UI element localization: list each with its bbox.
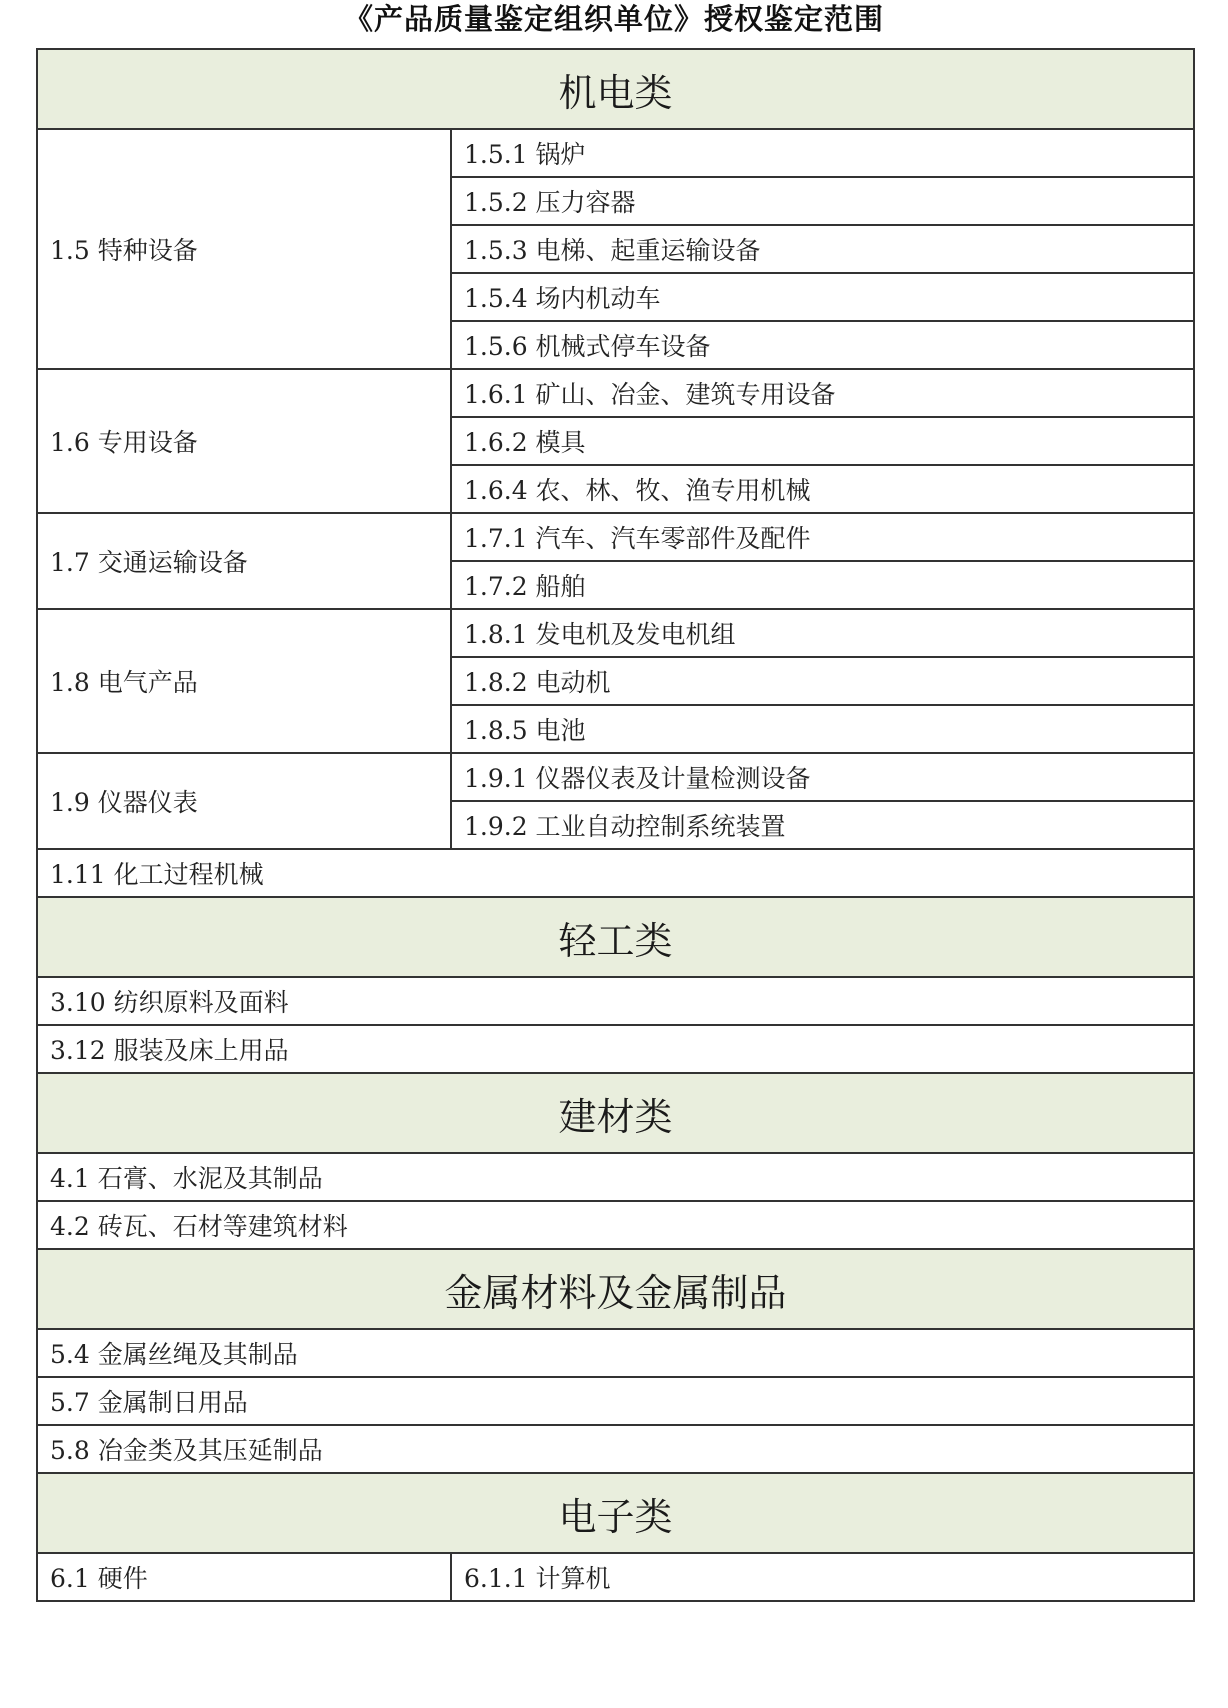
category-row	[37, 1473, 1194, 1553]
table-row	[37, 1329, 1194, 1377]
scope-item: 5.8 冶金类及其压延制品	[37, 1425, 1194, 1473]
category-heading: 机电类	[37, 49, 1194, 129]
group-label: 1.7 交通运输设备	[37, 513, 451, 609]
scope-item: 1.11 化工过程机械	[37, 849, 1194, 897]
table-row	[37, 129, 1194, 177]
scope-item: 4.2 砖瓦、石材等建筑材料	[37, 1201, 1194, 1249]
group-label: 1.6 专用设备	[37, 369, 451, 513]
document-title: 《产品质量鉴定组织单位》授权鉴定范围	[343, 2, 884, 36]
scope-item: 3.12 服装及床上用品	[37, 1025, 1194, 1073]
sub-item: 1.5.6 机械式停车设备	[451, 321, 1194, 369]
table-row	[37, 369, 1194, 417]
table-row	[37, 513, 1194, 561]
category-heading: 建材类	[37, 1073, 1194, 1153]
sub-item: 1.7.1 汽车、汽车零部件及配件	[451, 513, 1194, 561]
sub-item: 6.1.1 计算机	[451, 1553, 1194, 1601]
category-row	[37, 49, 1194, 129]
sub-item: 1.5.4 场内机动车	[451, 273, 1194, 321]
table-row	[37, 849, 1194, 897]
scope-item: 4.1 石膏、水泥及其制品	[37, 1153, 1194, 1201]
table-row	[37, 977, 1194, 1025]
sub-item: 1.5.3 电梯、起重运输设备	[451, 225, 1194, 273]
table-row	[37, 1201, 1194, 1249]
sub-item: 1.9.2 工业自动控制系统装置	[451, 801, 1194, 849]
sub-item: 1.8.5 电池	[451, 705, 1194, 753]
table-row	[37, 1025, 1194, 1073]
table-row	[37, 1153, 1194, 1201]
authorization-scope-table	[36, 48, 1195, 1602]
scope-item: 5.7 金属制日用品	[37, 1377, 1194, 1425]
category-row	[37, 897, 1194, 977]
sub-item: 1.8.2 电动机	[451, 657, 1194, 705]
category-heading: 轻工类	[37, 897, 1194, 977]
table-row	[37, 609, 1194, 657]
sub-item: 1.5.2 压力容器	[451, 177, 1194, 225]
sub-item: 1.9.1 仪器仪表及计量检测设备	[451, 753, 1194, 801]
group-label: 6.1 硬件	[37, 1553, 451, 1601]
scope-item: 5.4 金属丝绳及其制品	[37, 1329, 1194, 1377]
scope-table-body	[37, 49, 1194, 1601]
scope-item: 3.10 纺织原料及面料	[37, 977, 1194, 1025]
category-heading: 金属材料及金属制品	[37, 1249, 1194, 1329]
group-label: 1.8 电气产品	[37, 609, 451, 753]
category-heading: 电子类	[37, 1473, 1194, 1553]
sub-item: 1.6.2 模具	[451, 417, 1194, 465]
category-row	[37, 1073, 1194, 1153]
table-row	[37, 1553, 1194, 1601]
sub-item: 1.8.1 发电机及发电机组	[451, 609, 1194, 657]
table-row	[37, 1425, 1194, 1473]
sub-item: 1.5.1 锅炉	[451, 129, 1194, 177]
group-label: 1.5 特种设备	[37, 129, 451, 369]
group-label: 1.9 仪器仪表	[37, 753, 451, 849]
sub-item: 1.6.4 农、林、牧、渔专用机械	[451, 465, 1194, 513]
table-row	[37, 753, 1194, 801]
category-row	[37, 1249, 1194, 1329]
sub-item: 1.6.1 矿山、冶金、建筑专用设备	[451, 369, 1194, 417]
table-row	[37, 1377, 1194, 1425]
sub-item: 1.7.2 船舶	[451, 561, 1194, 609]
